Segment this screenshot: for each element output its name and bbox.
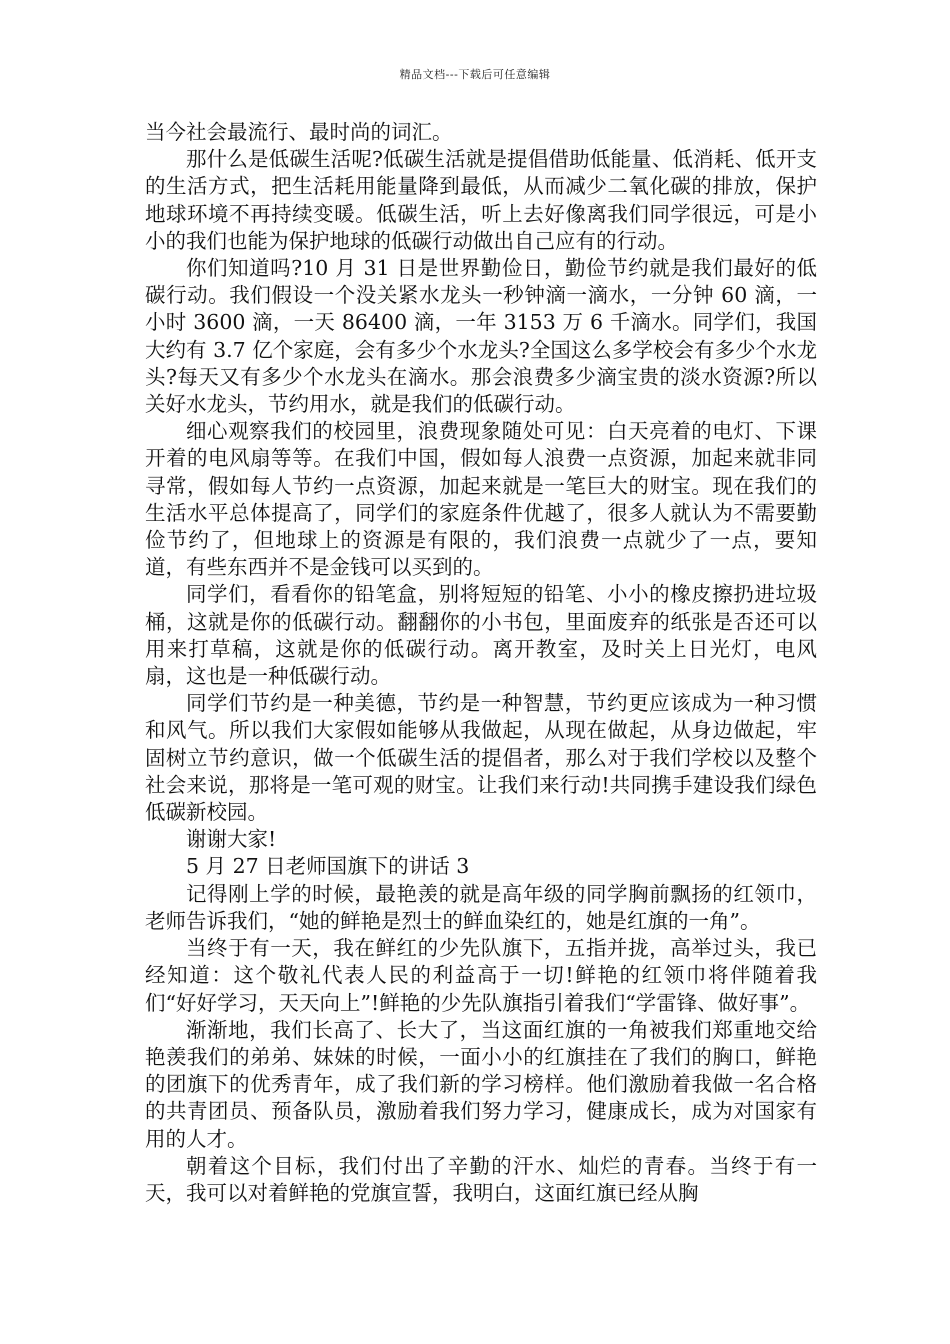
page-header: 精品文档---下载后可任意编辑	[399, 68, 551, 81]
paragraph: 朝着这个目标，我们付出了辛勤的汗水、灿烂的青春。当终于有一天，我可以对着鲜艳的党旗宣誓，我明白，这面红旗已经从胸	[145, 1153, 817, 1205]
paragraph: 同学们节约是一种美德，节约是一种智慧，节约更应该成为一种习惯和风气。所以我们大家假如能够从我做起，从现在做起，从身边做起，牢固树立节约意识，做一个低碳生活的提倡者，那么对于我们学校以及整个社会来说，那将是一笔可观的财宝。让我们来行动!共同携手建设我们绿色低碳新校园。	[145, 691, 817, 825]
section-title: 5 月 27 日老师国旗下的讲话 3	[186, 854, 470, 879]
paragraph: 细心观察我们的校园里，浪费现象随处可见：白天亮着的电灯、下课开着的电风扇等等。在我们中国，假如每人浪费一点资源，加起来就非同寻常，假如每人节约一点资源，加起来就是一笔巨大的财宝。现在我们的生活水平总体提高了，同学们的家庭条件优越了，很多人就认为不需要勤俭节约了，但地球上的资源是有限的，我们浪费一点就少了一点，要知道，有些东西并不是金钱可以买到的。	[145, 419, 817, 580]
paragraph: 你们知道吗?10 月 31 日是世界勤俭日，勤俭节约就是我们最好的低碳行动。我们假设一个没关紧水龙头一秒钟滴一滴水，一分钟 60 滴，一小时 3600 滴，一天 86400 滴，一年 3153 万 6 千滴水。同学们，我国大约有 3.7 亿个家庭，会有多少个水龙头?全国这么多学校会有多少个水龙头?每天又有多少个水龙头在滴水。那会浪费多少滴宝贵的淡水资源?所以关好水龙头，节约用水，就是我们的低碳行动。	[145, 256, 817, 417]
paragraph: 当终于有一天，我在鲜红的少先队旗下，五指并拢，高举过头，我已经知道：这个敬礼代表人民的利益高于一切!鲜艳的红领巾将伴随着我们“好好学习，天天向上”!鲜艳的少先队旗指引着我们“学雷锋、做好事”。	[145, 936, 817, 1015]
paragraph: 同学们，看看你的铅笔盒，别将短短的铅笔、小小的橡皮擦扔进垃圾桶，这就是你的低碳行动。翻翻你的小书包，里面废弃的纸张是否还可以用来打草稿，这就是你的低碳行动。离开教室，及时关上日光灯，电风扇，这也是一种低碳行动。	[145, 582, 817, 689]
paragraph: 渐渐地，我们长高了、长大了，当这面红旗的一角被我们郑重地交给艳羡我们的弟弟、妹妹的时候，一面小小的红旗挂在了我们的胸口，鲜艳的团旗下的优秀青年，成了我们新的学习榜样。他们激励着我做一名合格的共青团员、预备队员，激励着我们努力学习，健康成长，成为对国家有用的人才。	[145, 1017, 817, 1151]
paragraph: 记得刚上学的时候，最艳羡的就是高年级的同学胸前飘扬的红领巾，老师告诉我们，“她的鲜艳是烈士的鲜血染红的，她是红旗的一角”。	[145, 881, 817, 933]
document-body	[145, 119, 817, 1207]
paragraph: 当今社会最流行、最时尚的词汇。	[145, 120, 453, 144]
closing-line: 谢谢大家!	[186, 827, 277, 852]
paragraph: 那什么是低碳生活呢?低碳生活就是提倡借助低能量、低消耗、低开支的生活方式，把生活耗用能量降到最低，从而减少二氧化碳的排放，保护地球环境不再持续变暖。低碳生活，听上去好像离我们同学很远，可是小小的我们也能为保护地球的低碳行动做出自己应有的行动。	[145, 147, 817, 253]
